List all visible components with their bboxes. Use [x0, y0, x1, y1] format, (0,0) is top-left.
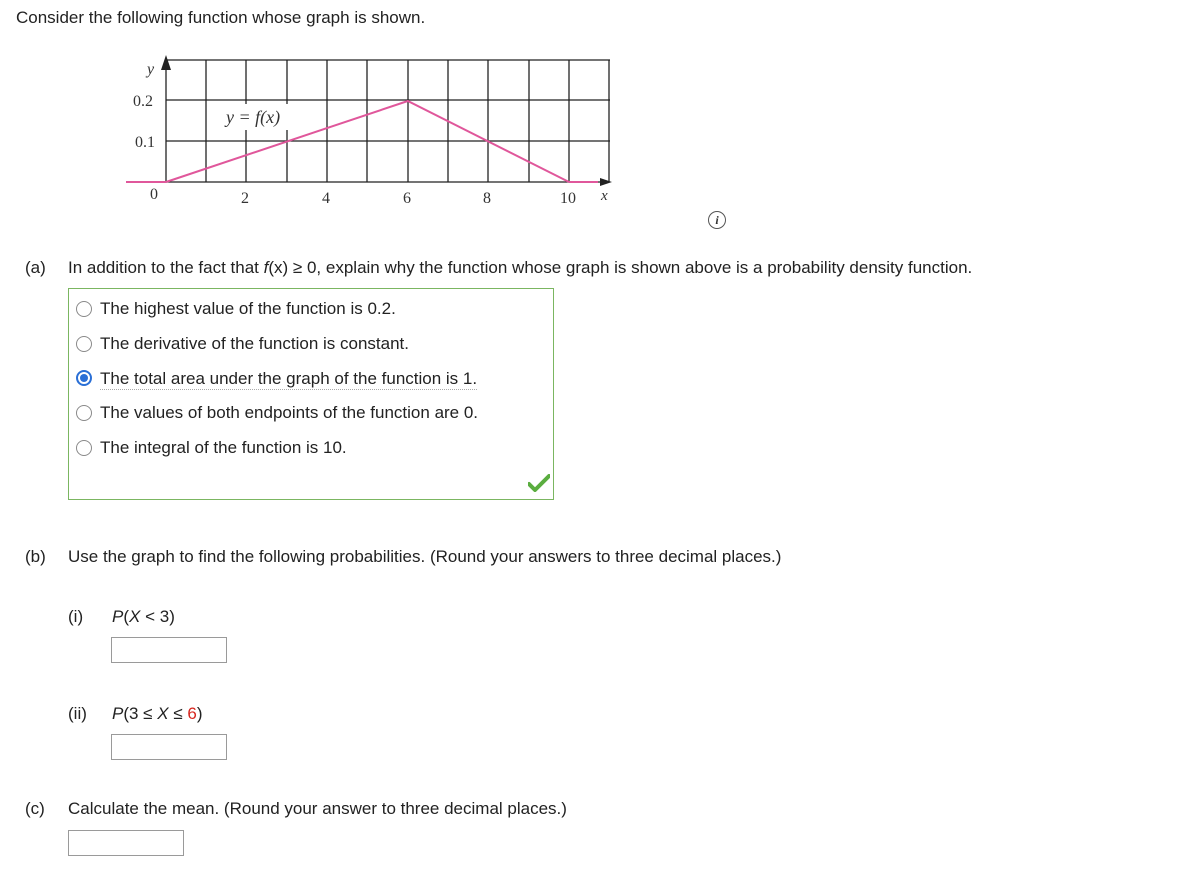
y-tick-0: 0: [150, 186, 158, 203]
option-5-label[interactable]: The integral of the function is 10.: [100, 438, 347, 457]
prob-open-ii: (3 ≤: [123, 704, 158, 723]
part-a-choice-group: [68, 288, 554, 500]
answer-input-b-i[interactable]: [111, 637, 227, 663]
part-a-question-fx-arg: (x): [268, 258, 289, 277]
x-tick-6: 6: [403, 190, 411, 207]
prob-upper-bound-ii: 6: [187, 704, 197, 723]
x-tick-8: 8: [483, 190, 491, 207]
x-tick-10: 10: [560, 190, 576, 207]
x-axis-label: x: [601, 188, 608, 204]
part-b-label: (b): [25, 547, 46, 566]
prob-close-ii: ): [196, 704, 203, 723]
prob-p-i: P: [112, 607, 124, 626]
part-b-question: Use the graph to find the following probabilities. (Round your answers to three decimal places.): [68, 547, 782, 566]
radio-option-4[interactable]: [76, 405, 92, 421]
prob-le-ii: ≤: [168, 704, 188, 723]
option-1-label[interactable]: The highest value of the function is 0.2.: [100, 299, 396, 318]
pdf-graph: [0, 0, 1180, 240]
part-a-question-pre: In addition to the fact that: [68, 258, 264, 277]
prob-x-ii: X: [157, 704, 169, 723]
prob-p-ii: P: [112, 704, 124, 723]
answer-input-c[interactable]: [68, 830, 184, 856]
info-icon[interactable]: i: [708, 211, 726, 229]
x-tick-2: 2: [241, 190, 249, 207]
part-a-question-post: ≥ 0, explain why the function whose graph is shown above is a probability density function.: [288, 258, 973, 277]
part-a-question: [68, 258, 972, 278]
part-b-ii-expression: [112, 704, 203, 724]
function-label: y = f(x): [226, 107, 281, 127]
radio-option-2[interactable]: [76, 336, 92, 352]
x-axis-arrow-icon: [600, 178, 612, 186]
y-tick-0-1: 0.1: [135, 134, 155, 151]
part-a-question-fx: f: [263, 258, 269, 277]
y-tick-0-2: 0.2: [133, 93, 153, 110]
radio-option-5[interactable]: [76, 440, 92, 456]
part-c-label: (c): [25, 799, 45, 818]
part-b-i-label: (i): [68, 607, 84, 626]
y-axis-arrow-icon: [161, 55, 171, 70]
option-2-label[interactable]: The derivative of the function is constant.: [100, 334, 410, 353]
prob-rest-i: < 3): [140, 607, 175, 626]
part-c-question: Calculate the mean. (Round your answer to three decimal places.): [68, 799, 567, 818]
y-axis-label: y: [147, 61, 155, 78]
option-4-label[interactable]: The values of both endpoints of the function are 0.: [100, 403, 479, 422]
part-b-i-expression: P(X < 3): [112, 607, 175, 626]
part-b-ii-label: (ii): [68, 704, 87, 723]
x-tick-4: 4: [322, 190, 330, 207]
radio-option-1[interactable]: [76, 301, 92, 317]
intro-text: Consider the following function whose graph is shown.: [16, 8, 426, 27]
part-a-label: (a): [25, 258, 46, 277]
radio-option-3[interactable]: [76, 370, 92, 386]
prob-x-i: X: [129, 607, 141, 626]
correct-checkmark-icon: [528, 474, 550, 492]
option-3-label[interactable]: The total area under the graph of the function is 1.: [100, 369, 478, 388]
answer-input-b-ii[interactable]: [111, 734, 227, 760]
